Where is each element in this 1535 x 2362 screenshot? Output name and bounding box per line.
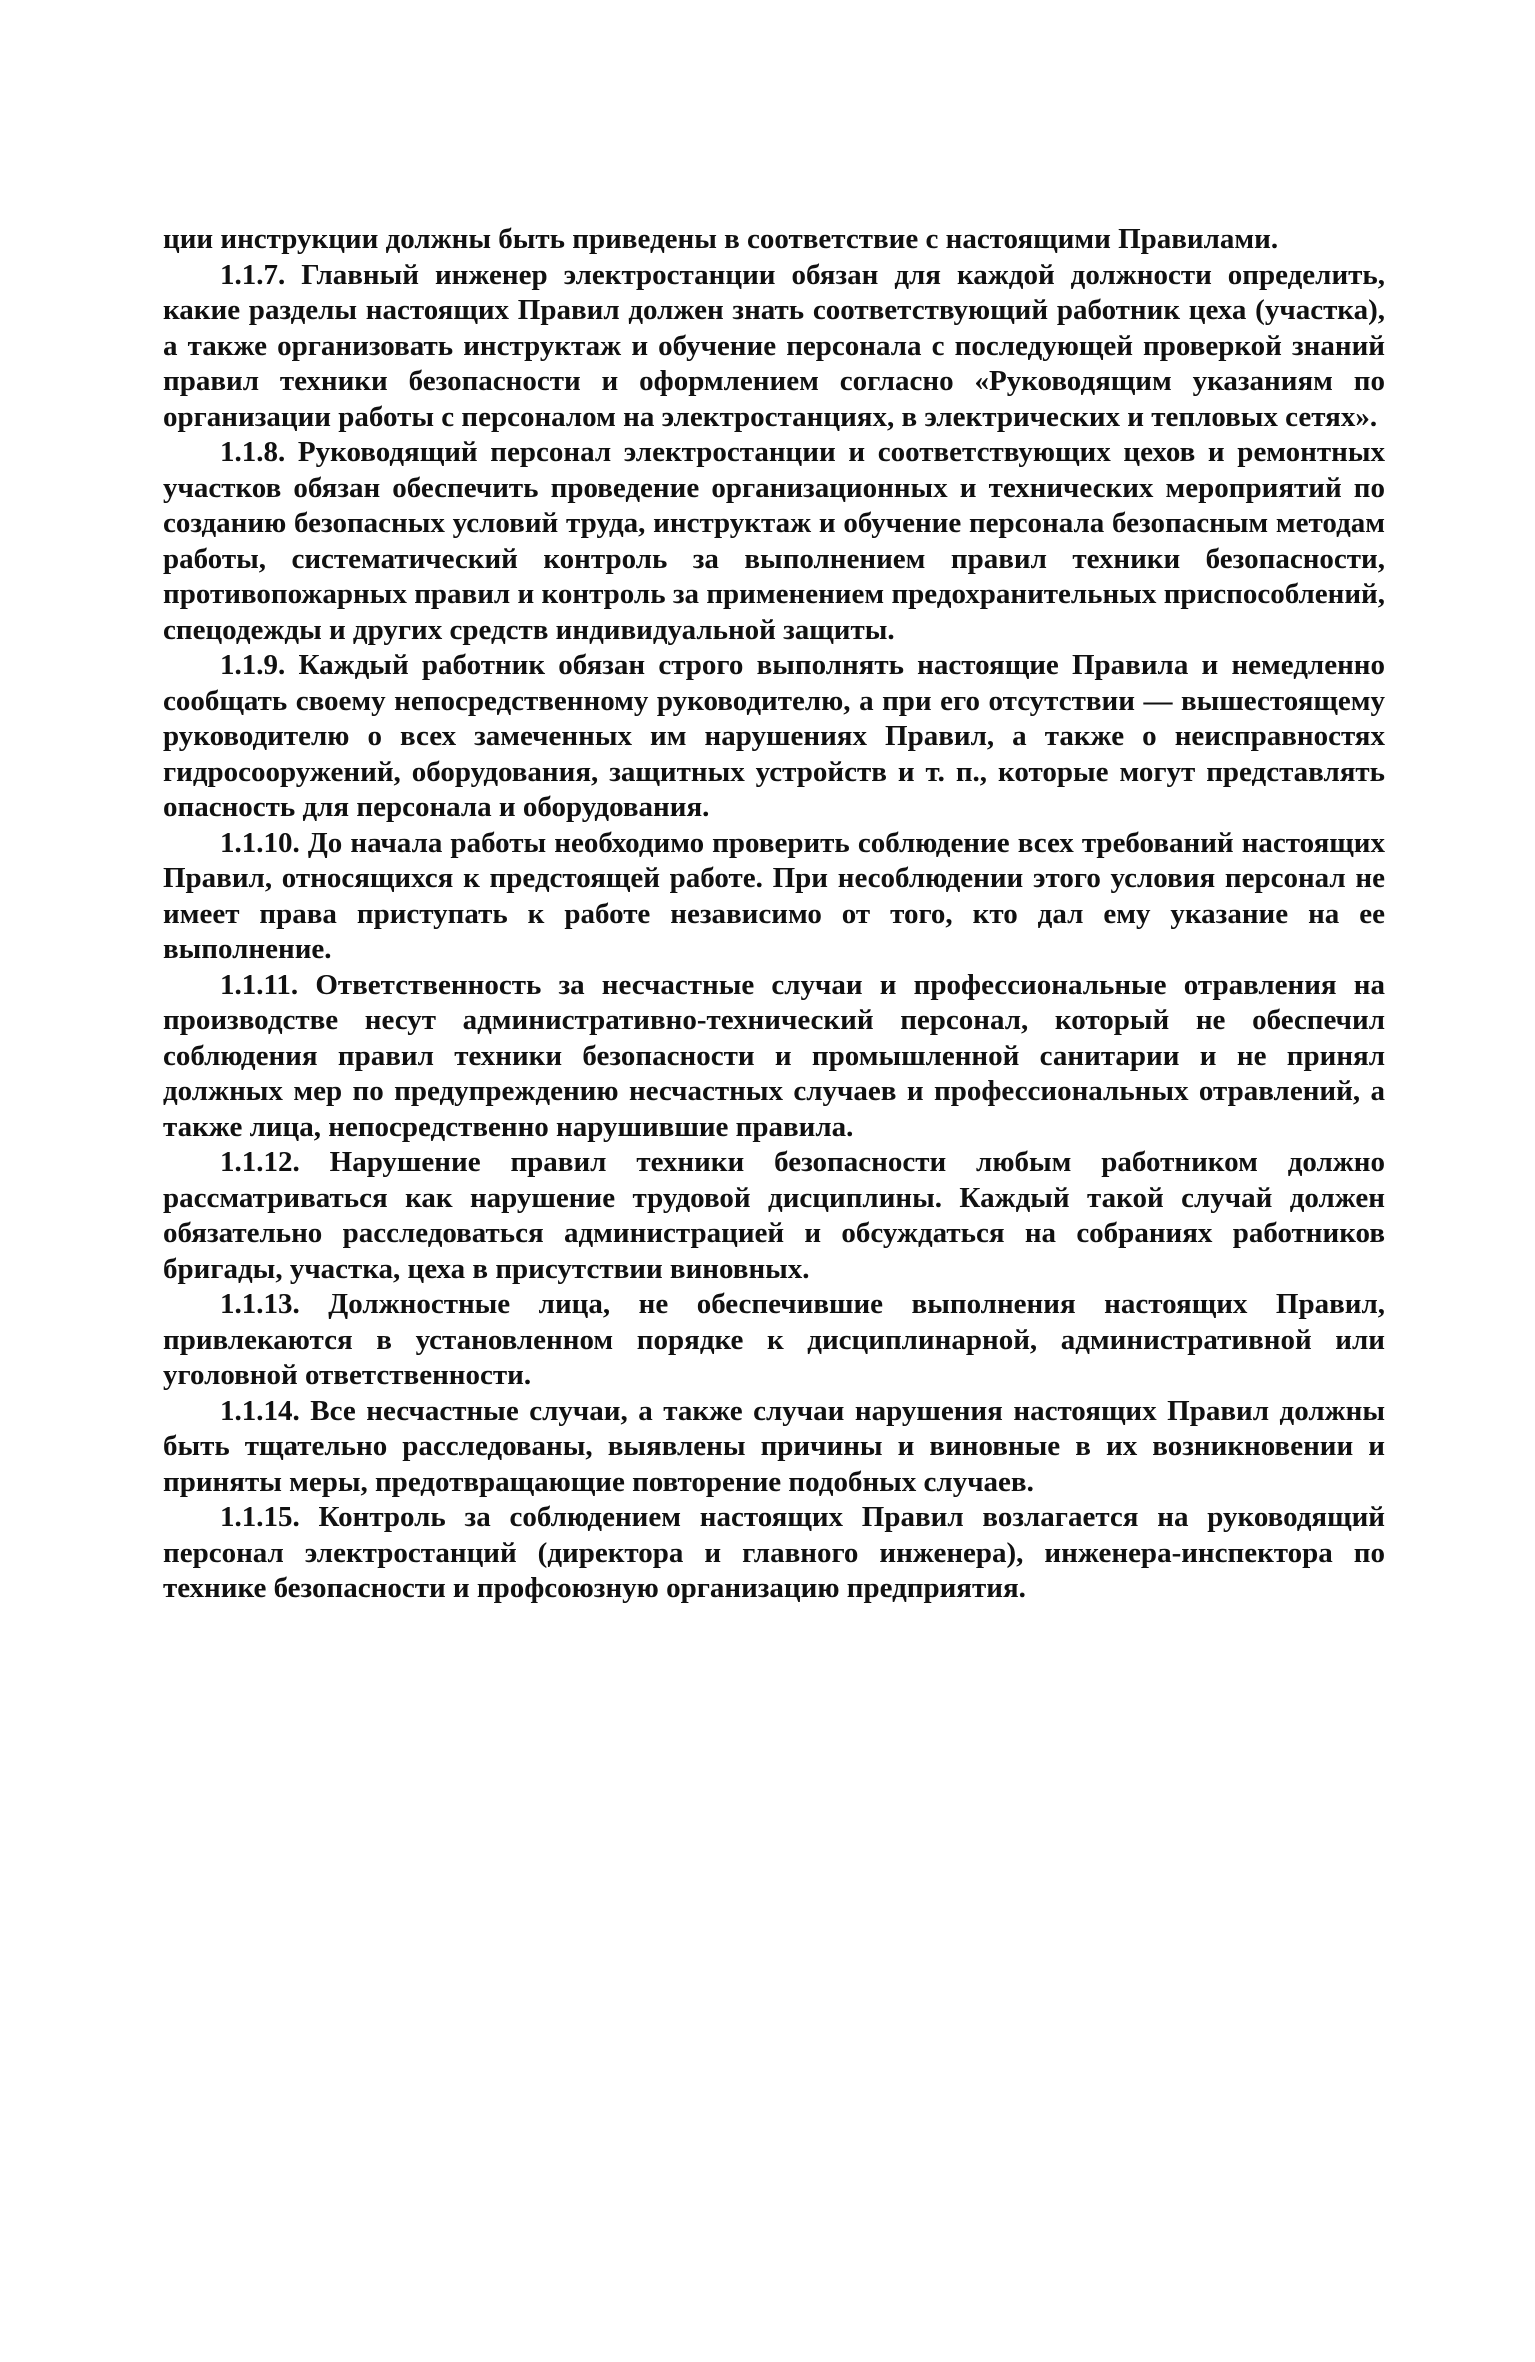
paragraph-1-1-10 [163, 826, 1385, 968]
paragraph-number: 1.1.11. [220, 968, 299, 1001]
paragraph-text: Главный инженер электростанции обязан для каждой должности определить, какие разделы настоящих Правил должен знать соответствующий работник цеха (участка), а также организовать инструктаж и обучение персонала с последующей проверкой знаний правил техники безопасности и оформлением согласно «Руководящим указаниям по организации работы с персоналом на электростанциях, в электрических и тепловых сетях». [163, 258, 1385, 433]
paragraph-number: 1.1.14. [220, 1394, 300, 1427]
paragraph-1-1-8 [163, 435, 1385, 648]
paragraph-1-1-13 [163, 1287, 1385, 1394]
paragraph-1-1-12 [163, 1145, 1385, 1287]
paragraph-number: 1.1.9. [220, 649, 286, 681]
paragraph-1-1-11 [163, 968, 1385, 1146]
paragraph-text: ции инструкции должны быть приведены в соответствие с настоящими Правилами. [163, 223, 1279, 255]
document-page [163, 222, 1385, 1607]
paragraph-number: 1.1.7. [220, 258, 286, 291]
paragraph-number: 1.1.12. [220, 1146, 300, 1178]
paragraph-number: 1.1.10. [220, 826, 300, 859]
paragraph-text: Контроль за соблюдением настоящих Правил возлагается на руководящий персонал электростанций (директора и главного инженера), инженера-инспектора по технике безопасности и профсоюзную организацию предприятия. [163, 1501, 1385, 1604]
paragraph-number: 1.1.13. [220, 1288, 300, 1320]
paragraph-text: До начала работы необходимо проверить соблюдение всех требований настоящих Правил, относящихся к предстоящей работе. При несоблюдении этого условия персонал не имеет права приступать к работе независимо от того, кто дал ему указание на ее выполнение. [163, 826, 1385, 965]
paragraph-text: Все несчастные случаи, а также случаи нарушения настоящих Правил должны быть тщательно расследованы, выявлены причины и виновные в их возникновении и приняты меры, предотвращающие повторение подобных случаев. [163, 1394, 1385, 1498]
paragraph-text: Ответственность за несчастные случаи и профессиональные отравления на производстве несут административно-технический персонал, который не обеспечил соблюдения правил техники безопасности и промышленной санитарии и не принял должных мер по предупреждению несчастных случаев и профессиональных отравлений, а также лица, непосредственно нарушившие правила. [163, 968, 1385, 1143]
paragraph-1-1-7 [163, 258, 1385, 436]
paragraph-1-1-15 [163, 1500, 1385, 1607]
paragraph-text: Нарушение правил техники безопасности любым работником должно рассматриваться как нарушение трудовой дисциплины. Каждый такой случай должен обязательно расследоваться администрацией и обсуждаться на собраниях работников бригады, участка, цеха в присутствии виновных. [163, 1146, 1385, 1285]
paragraph-1-1-9 [163, 648, 1385, 826]
paragraph-number: 1.1.8. [220, 436, 286, 468]
paragraph-1-1-14 [163, 1394, 1385, 1501]
paragraph-text: Должностные лица, не обеспечившие выполнения настоящих Правил, привлекаются в установленном порядке к дисциплинарной, административной или уголовной ответственности. [163, 1288, 1385, 1391]
paragraph-number: 1.1.15. [220, 1501, 300, 1533]
paragraph-text: Руководящий персонал электростанции и соответствующих цехов и ремонтных участков обязан обеспечить проведение организационных и технических мероприятий по созданию безопасных условий труда, инструктаж и обучение персонала безопасным методам работы, систематический контроль за выполнением правил техники безопасности, противопожарных правил и контроль за применением предохранительных приспособлений, спецодежды и других средств индивидуальной защиты. [163, 436, 1385, 646]
paragraph-continuation [163, 222, 1385, 258]
paragraph-text: Каждый работник обязан строго выполнять настоящие Правила и немедленно сообщать своему непосредственному руководителю, а при его отсутствии — вышестоящему руководителю о всех замеченных им нарушениях Правил, а также о неисправностях гидросооружений, оборудования, защитных устройств и т. п., которые могут представлять опасность для персонала и оборудования. [163, 649, 1385, 823]
